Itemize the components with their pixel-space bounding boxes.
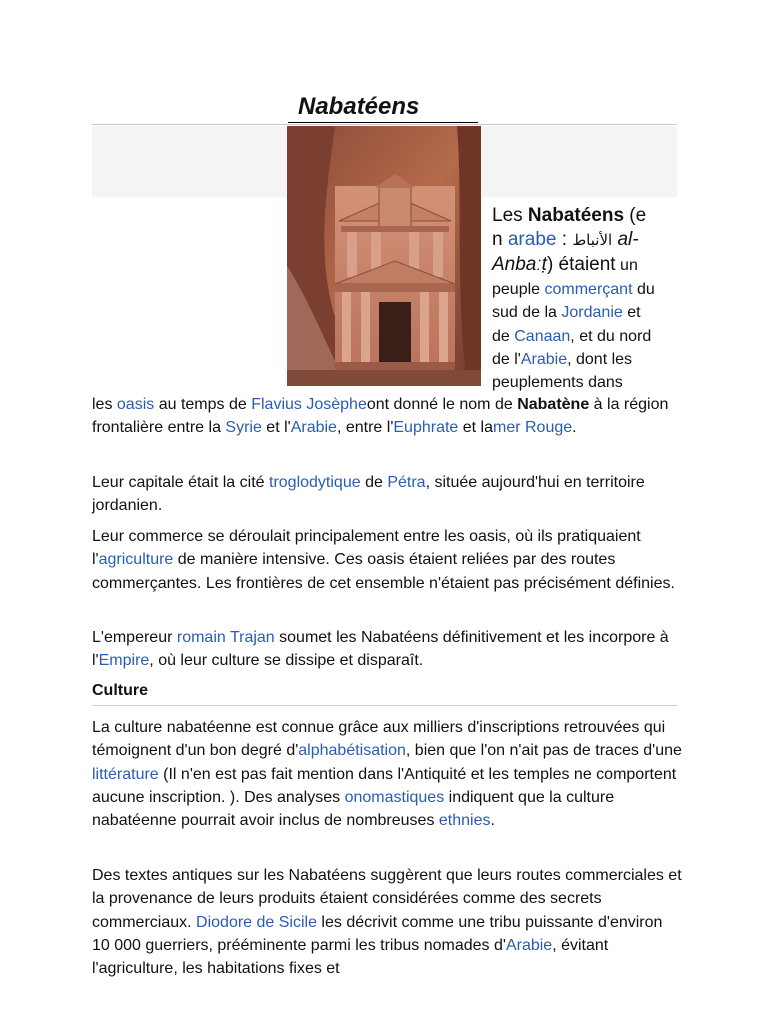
intro-italic: Anbaːṭ [492, 254, 547, 275]
intro-text: peuplements dans [492, 374, 623, 392]
intro-text: n [492, 229, 508, 250]
para-text: Leur commerce se déroulait principalement entre les oasis, où ils pratiquaient l' [92, 528, 641, 569]
intro-italic: al- [612, 229, 639, 250]
link-euphrate[interactable]: Euphrate [393, 419, 459, 437]
intro-lead [492, 204, 684, 278]
para-text: ont donné le nom de [366, 396, 518, 413]
paragraph-commerce [92, 525, 682, 595]
intro-text: (e [624, 205, 647, 226]
paragraph-capitale [92, 471, 682, 518]
para-text: . [572, 419, 577, 437]
link-flavius-josephe[interactable]: Flavius Josèphe [251, 396, 367, 413]
intro-text: de l' [492, 350, 521, 368]
intro-text: peuple [492, 281, 545, 298]
intro-text: : [556, 229, 573, 250]
para-text: les décrivit comme une tribu puissante d'environ 10 000 guerriers, prééminente parmi les tribus nomades d' [92, 913, 663, 954]
intro-text: de [492, 327, 515, 345]
para-text: L'empereur [92, 629, 177, 646]
petra-treasury-image [287, 126, 481, 386]
link-alphabetisation[interactable]: alphabétisation [298, 742, 406, 760]
para-text: , où leur culture se dissipe et disparaît. [149, 652, 424, 670]
link-diodore-de-sicile[interactable]: Diodore de Sicile [196, 913, 317, 931]
paragraph-trajan [92, 626, 682, 673]
link-jordanie[interactable]: Jordanie [561, 304, 623, 322]
paragraph-nabatene [92, 393, 682, 440]
link-romain-trajan[interactable]: romain Trajan [176, 629, 275, 646]
para-text: de manière intensive. Ces oasis étaient reliées par des routes commerçantes. Les frontières de cet ensemble n'étaient pas précisément définies. [92, 551, 675, 592]
intro-continuation [492, 278, 684, 394]
link-ethnies[interactable]: ethnies [438, 812, 491, 830]
link-mer-rouge[interactable]: mer Rouge [493, 419, 573, 437]
link-litterature[interactable]: littérature [92, 765, 159, 783]
intro-text: Les [492, 205, 528, 226]
link-arabie-2[interactable]: Arabie [290, 419, 337, 437]
top-divider [92, 124, 677, 125]
para-text: et la [458, 419, 493, 437]
intro-text: du [632, 281, 655, 298]
intro-text: ) étaient [546, 254, 616, 275]
para-text: à la région frontalière entre la [92, 396, 669, 437]
intro-text: , dont les [567, 350, 633, 368]
intro-text: , et du nord [570, 327, 652, 345]
page-title: Nabatéens [288, 93, 478, 123]
para-text: (Il n'en est pas fait mention dans l'Antiquité et les temples ne comportent aucune inscription. ). Des analyses [92, 765, 677, 806]
para-text: soumet les Nabatéens définitivement et les incorpore à l' [92, 629, 669, 670]
para-text: . [490, 812, 495, 830]
section-divider [92, 705, 677, 706]
para-text: de [360, 474, 388, 491]
intro-text: un [615, 257, 638, 274]
link-commercant[interactable]: commerçant [544, 281, 633, 298]
link-arabie-3[interactable]: Arabie [505, 936, 553, 954]
intro-bold-nabateens: Nabatéens [527, 205, 625, 226]
para-text: , évitant l'agriculture, les habitations fixes et [92, 936, 609, 978]
link-syrie[interactable]: Syrie [225, 419, 262, 437]
para-text: les [92, 396, 117, 413]
para-text: , entre l' [336, 419, 394, 437]
para-text: et l' [261, 419, 291, 437]
para-text: indiquent que la culture nabatéenne pourrait avoir inclus de nombreuses [92, 788, 615, 830]
section-heading-culture: Culture [92, 682, 148, 699]
link-arabe[interactable]: arabe [507, 229, 557, 250]
link-canaan[interactable]: Canaan [514, 327, 571, 345]
para-text: La culture nabatéenne est connue grâce aux milliers d'inscriptions retrouvées qui témoignent d'un bon degré d' [92, 719, 666, 760]
intro-text: sud de la [492, 304, 562, 322]
paragraph-textes-antiques [92, 864, 682, 980]
link-troglodytique[interactable]: troglodytique [269, 474, 361, 491]
arabic-text: الأنباط [572, 232, 613, 249]
paragraph-culture [92, 716, 682, 832]
intro-text: et [622, 304, 641, 322]
link-arabie[interactable]: Arabie [520, 350, 568, 368]
link-petra[interactable]: Pétra [387, 474, 426, 491]
link-onomastiques[interactable]: onomastiques [344, 788, 445, 806]
para-text: , située aujourd'hui en territoire jordanien. [92, 474, 645, 515]
link-oasis[interactable]: oasis [116, 396, 155, 413]
para-text: Des textes antiques sur les Nabatéens suggèrent que leurs routes commerciales et la provenance de leurs produits étaient considérées comme des secrets commerciaux. [92, 867, 682, 931]
para-text: , bien que l'on n'ait pas de traces d'une [405, 742, 682, 760]
bold-nabatene: Nabatène [517, 396, 590, 413]
para-text: au temps de [154, 396, 252, 413]
para-text: Leur capitale était la cité [92, 474, 269, 491]
link-empire[interactable]: Empire [98, 652, 150, 670]
link-agriculture[interactable]: agriculture [98, 551, 174, 569]
